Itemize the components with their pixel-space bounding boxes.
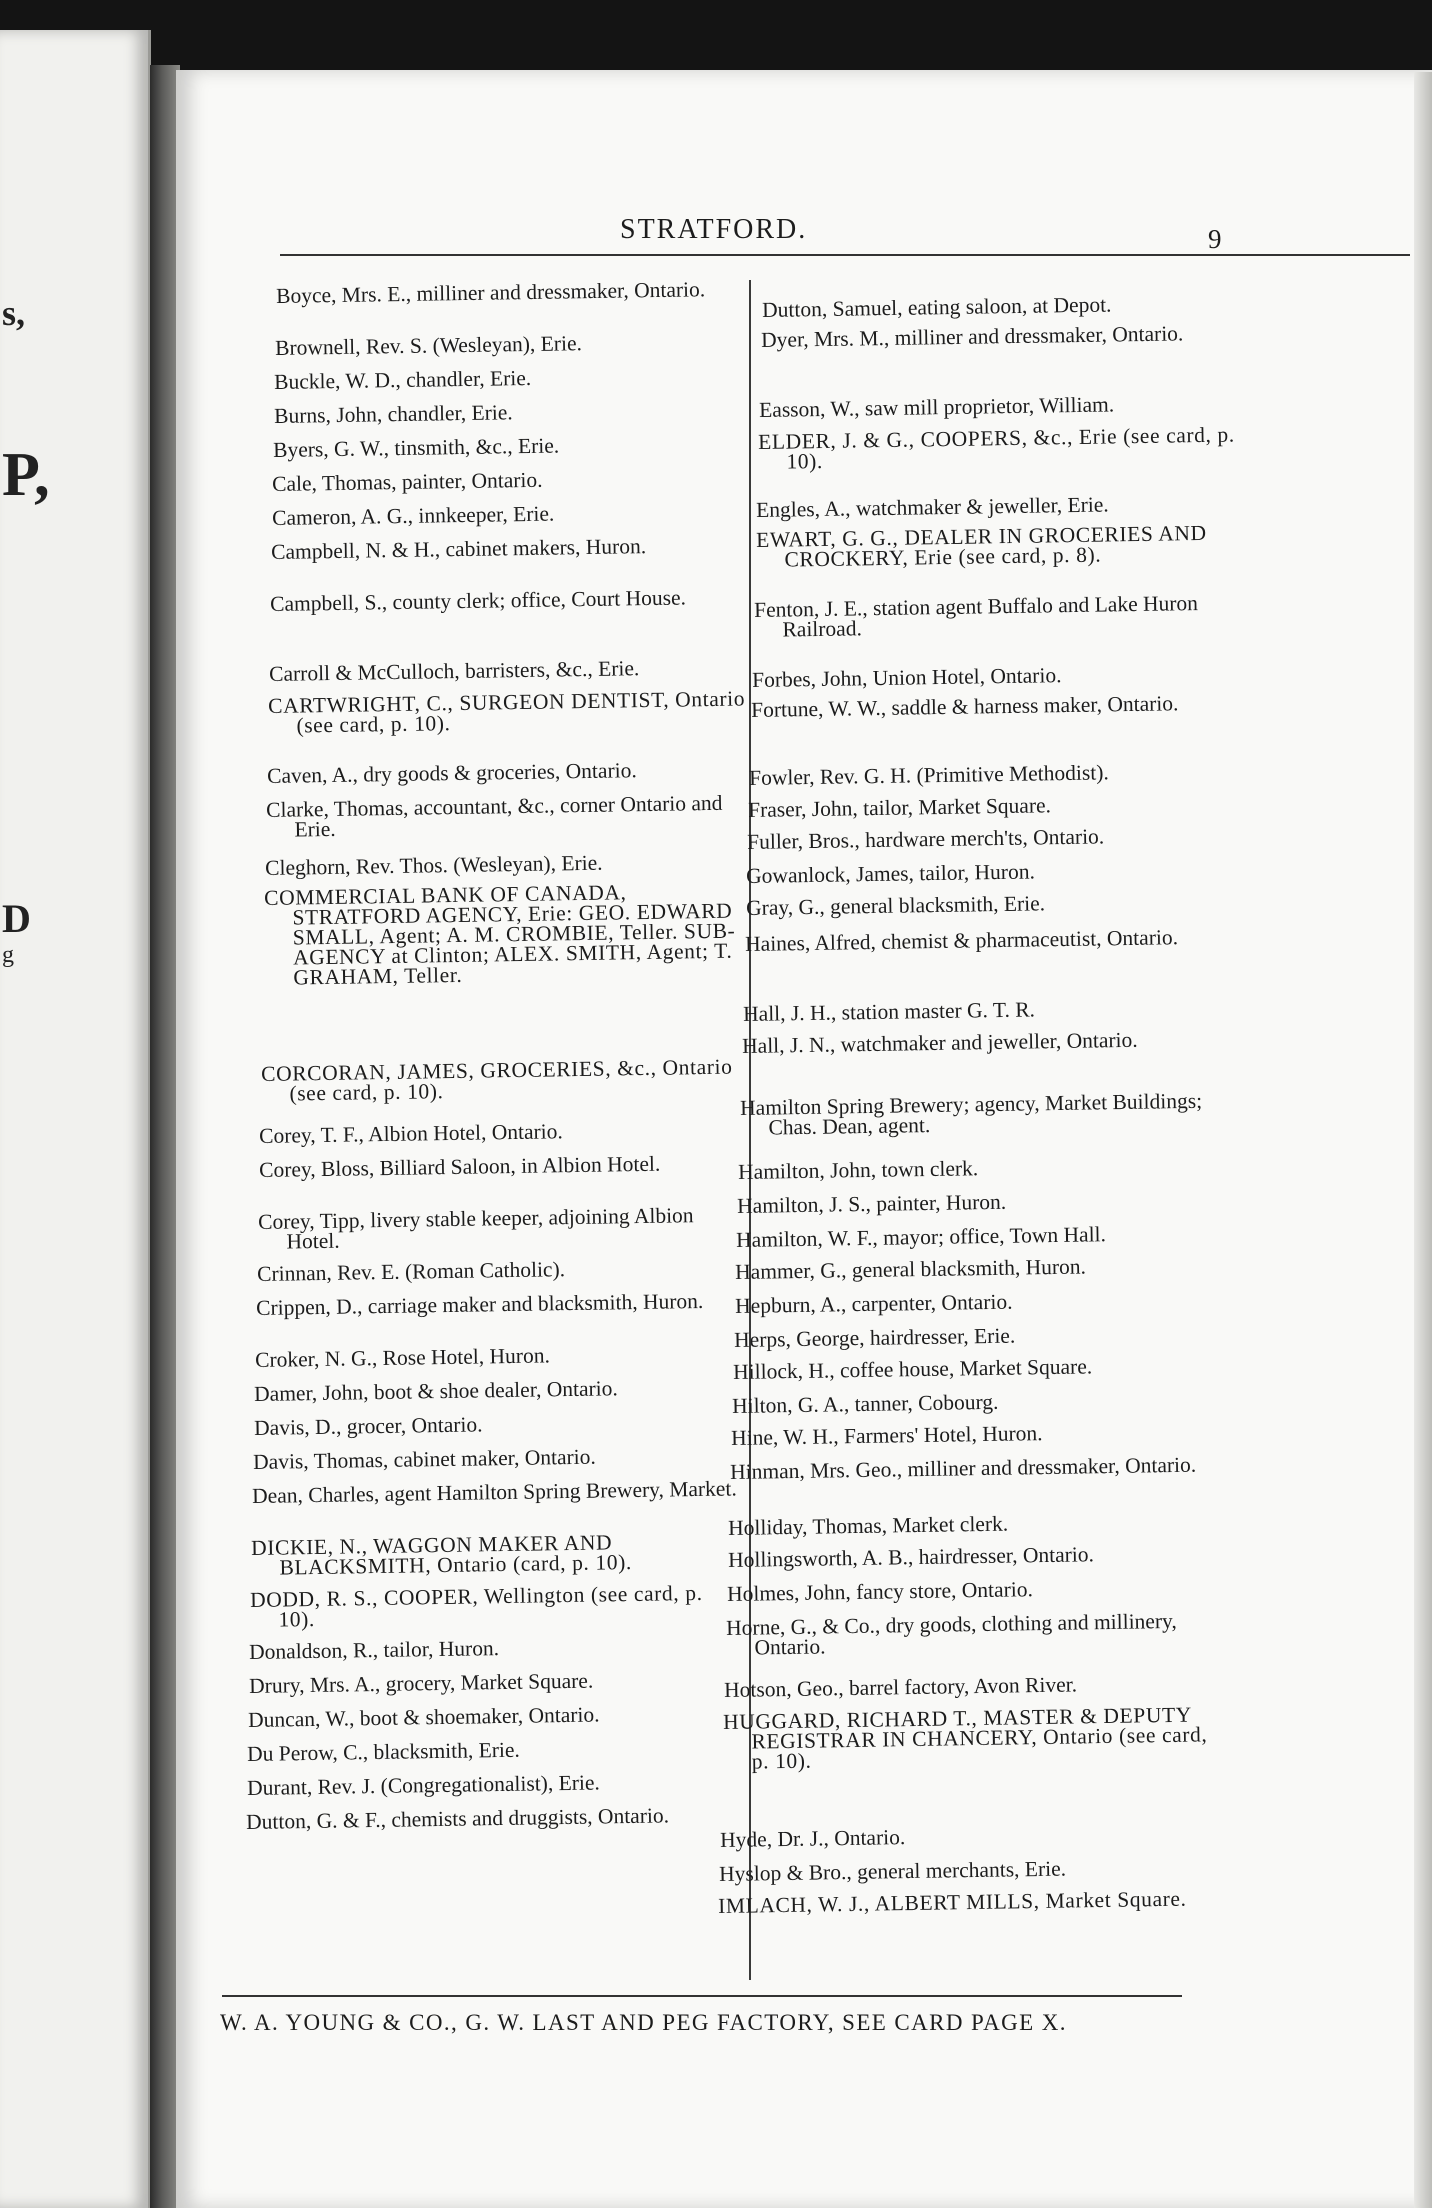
directory-entry: Dutton, G. & F., chemists and druggists, Ontario. bbox=[245, 1803, 670, 1834]
directory-entry: Gowanlock, James, tailor, Huron. bbox=[746, 859, 1036, 888]
directory-entry: Burns, John, chandler, Erie. bbox=[273, 400, 513, 428]
directory-entry: CARTWRIGHT, C., SURGEON DENTIST, Ontario (see card, p. 10). bbox=[267, 686, 746, 738]
directory-entry: Hamilton Spring Brewery; agency, Market Buildings; Chas. Dean, agent. bbox=[739, 1088, 1203, 1140]
directory-entry: Forbes, John, Union Hotel, Ontario. bbox=[751, 663, 1062, 692]
left-page-edge bbox=[0, 30, 151, 2208]
directory-entry: Hammer, G., general blacksmith, Huron. bbox=[735, 1254, 1087, 1284]
directory-entry: Davis, Thomas, cabinet maker, Ontario. bbox=[253, 1444, 597, 1474]
header-rule bbox=[280, 254, 1410, 256]
directory-entry: Engles, A., watchmaker & jeweller, Erie. bbox=[756, 492, 1110, 522]
footer-advert: W. A. YOUNG & CO., G. W. LAST AND PEG FACTORY, SEE CARD PAGE X. bbox=[220, 2010, 1067, 2035]
directory-entry: DICKIE, N., WAGGON MAKER AND BLACKSMITH, Ontario (card, p. 10). bbox=[251, 1530, 633, 1580]
directory-entry: Cameron, A. G., innkeeper, Erie. bbox=[271, 501, 555, 530]
directory-entry: Fenton, J. E., station agent Buffalo and Lake Huron Railroad. bbox=[753, 591, 1198, 642]
directory-entry: Corey, Tipp, livery stable keeper, adjoining Albion Hotel. bbox=[257, 1203, 694, 1254]
directory-entry: Dutton, Samuel, eating saloon, at Depot. bbox=[761, 292, 1112, 322]
page-number: 9 bbox=[1208, 224, 1222, 254]
directory-entry: Hine, W. H., Farmers' Hotel, Huron. bbox=[730, 1421, 1043, 1450]
directory-entry: Fortune, W. W., saddle & harness maker, Ontario. bbox=[750, 691, 1179, 722]
directory-entry: CORCORAN, JAMES, GROCERIES, &c., Ontario (see card, p. 10). bbox=[260, 1054, 733, 1106]
directory-entry: Hollingsworth, A. B., hairdresser, Ontario. bbox=[727, 1542, 1094, 1572]
directory-entry: Holliday, Thomas, Market clerk. bbox=[728, 1511, 1009, 1540]
directory-entry: Fowler, Rev. G. H. (Primitive Methodist). bbox=[749, 760, 1110, 790]
left-page-fragment: g bbox=[2, 942, 14, 968]
directory-entry: Fraser, John, tailor, Market Square. bbox=[748, 793, 1052, 822]
directory-entry: Clarke, Thomas, accountant, &c., corner Ontario and Erie. bbox=[265, 790, 723, 842]
directory-entry: Croker, N. G., Rose Hotel, Huron. bbox=[255, 1343, 551, 1372]
directory-entry: Dyer, Mrs. M., milliner and dressmaker, Ontario. bbox=[761, 321, 1184, 352]
directory-entry: EWART, G. G., DEALER IN GROCERIES AND CROCKERY, Erie (see card, p. 8). bbox=[755, 520, 1207, 572]
directory-entry: Hotson, Geo., barrel factory, Avon River. bbox=[723, 1672, 1078, 1702]
directory-entry: Duncan, W., boot & shoemaker, Ontario. bbox=[247, 1702, 600, 1732]
directory-entry: Hyslop & Bro., general merchants, Erie. bbox=[718, 1856, 1067, 1886]
footer-rule bbox=[222, 1995, 1182, 1997]
directory-entry: Hall, J. N., watchmaker and jeweller, Ontario. bbox=[741, 1027, 1138, 1058]
directory-entry: Corey, T. F., Albion Hotel, Ontario. bbox=[259, 1119, 564, 1148]
left-page-fragment: D bbox=[2, 896, 31, 941]
directory-entry: Hepburn, A., carpenter, Ontario. bbox=[734, 1289, 1013, 1318]
directory-entry: Damer, John, boot & shoe dealer, Ontario. bbox=[254, 1376, 619, 1406]
directory-entry: Durant, Rev. J. (Congregationalist), Erie. bbox=[246, 1770, 600, 1800]
directory-entry: Hamilton, John, town clerk. bbox=[738, 1156, 979, 1184]
directory-entry: Carroll & McCulloch, barristers, &c., Erie. bbox=[268, 656, 640, 686]
directory-entry: Corey, Bloss, Billiard Saloon, in Albion Hotel. bbox=[258, 1151, 661, 1182]
directory-entry: ELDER, J. & G., COOPERS, &c., Erie (see card, p. 10). bbox=[758, 422, 1236, 474]
directory-entry: Davis, D., grocer, Ontario. bbox=[253, 1412, 483, 1440]
directory-entry: Crinnan, Rev. E. (Roman Catholic). bbox=[256, 1257, 565, 1286]
directory-entry: Gray, G., general blacksmith, Erie. bbox=[745, 891, 1045, 920]
directory-entry: Boyce, Mrs. E., milliner and dressmaker, Ontario. bbox=[275, 277, 706, 308]
directory-entry: HUGGARD, RICHARD T., MASTER & DEPUTY REGISTRAR IN CHANCERY, Ontario (see card, p. 10). bbox=[723, 1702, 1208, 1774]
directory-entry: Horne, G., & Co., dry goods, clothing and millinery, Ontario. bbox=[725, 1608, 1177, 1660]
left-page-fragment: s, bbox=[2, 293, 26, 333]
directory-entry: Crippen, D., carriage maker and blacksmith, Huron. bbox=[256, 1288, 704, 1320]
directory-entry: Hall, J. H., station master G. T. R. bbox=[742, 997, 1035, 1026]
directory-entry: DODD, R. S., COOPER, Wellington (see card, p. 10). bbox=[250, 1580, 704, 1632]
directory-entry: Hamilton, J. S., painter, Huron. bbox=[737, 1189, 1007, 1218]
directory-entry: Easson, W., saw mill proprietor, William. bbox=[759, 392, 1115, 422]
directory-entry: COMMERCIAL BANK OF CANADA, STRATFORD AGENCY, Erie: GEO. EDWARD SMALL, Agent; A. M. CROMBIE, Teller. SUB-AGENCY at Clinton; ALEX. SMITH, Agent; T. GRAHAM, Teller. bbox=[264, 880, 736, 990]
directory-entry: Cale, Thomas, painter, Ontario. bbox=[272, 467, 544, 496]
directory-entry: Cleghorn, Rev. Thos. (Wesleyan), Erie. bbox=[264, 850, 603, 880]
left-page-fragment: P, bbox=[2, 441, 50, 509]
directory-entry: Drury, Mrs. A., grocery, Market Square. bbox=[248, 1668, 594, 1698]
directory-entry: Campbell, N. & H., cabinet makers, Huron. bbox=[270, 534, 647, 564]
directory-entry: IMLACH, W. J., ALBERT MILLS, Market Square. bbox=[717, 1886, 1187, 1918]
directory-entry: Herps, George, hairdresser, Erie. bbox=[733, 1323, 1016, 1352]
directory-entry: Dean, Charles, agent Hamilton Spring Brewery, Market. bbox=[252, 1476, 738, 1508]
directory-entry: Donaldson, R., tailor, Huron. bbox=[249, 1636, 500, 1664]
directory-entry: Campbell, S., county clerk; office, Court House. bbox=[269, 585, 687, 616]
page-title: STRATFORD. bbox=[620, 214, 808, 245]
directory-entry: Haines, Alfred, chemist & pharmaceutist, Ontario. bbox=[744, 925, 1178, 956]
directory-entry: Fuller, Bros., hardware merch'ts, Ontario. bbox=[747, 824, 1105, 854]
directory-entry: Hamilton, W. F., mayor; office, Town Hall. bbox=[736, 1222, 1107, 1252]
directory-entry: Caven, A., dry goods & groceries, Ontario. bbox=[266, 758, 637, 788]
directory-entry: Brownell, Rev. S. (Wesleyan), Erie. bbox=[274, 331, 583, 360]
directory-entry: Holmes, John, fancy store, Ontario. bbox=[726, 1577, 1033, 1606]
directory-entry: Hyde, Dr. J., Ontario. bbox=[719, 1825, 906, 1852]
directory-entry: Hillock, H., coffee house, Market Square. bbox=[732, 1354, 1093, 1384]
directory-entry: Du Perow, C., blacksmith, Erie. bbox=[247, 1737, 521, 1766]
directory-entry: Hinman, Mrs. Geo., milliner and dressmaker, Ontario. bbox=[729, 1452, 1197, 1484]
directory-entry: Byers, G. W., tinsmith, &c., Erie. bbox=[272, 433, 560, 462]
directory-entry: Buckle, W. D., chandler, Erie. bbox=[274, 365, 532, 394]
directory-entry: Hilton, G. A., tanner, Cobourg. bbox=[731, 1389, 999, 1418]
page-edge bbox=[1414, 72, 1432, 2208]
